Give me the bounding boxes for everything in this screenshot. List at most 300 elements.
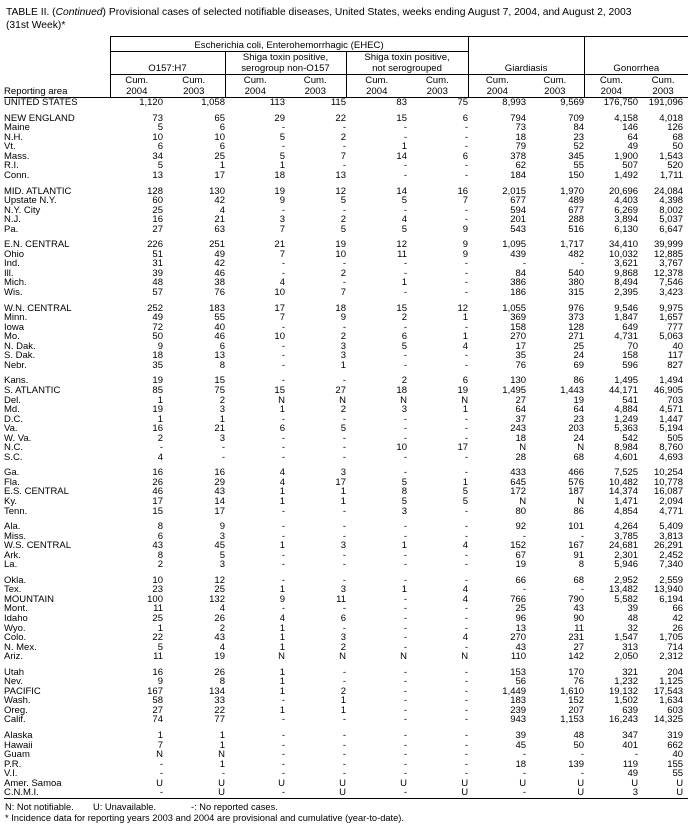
row-value: 6 [157,530,163,542]
row-value: 7 [340,287,346,299]
row-value: - [342,521,346,533]
row-value: 12 [335,185,346,197]
table-header [4,37,688,98]
row-value: 540 [568,267,585,279]
row-value: 19 [152,404,163,416]
row-area-label: PACIFIC [4,685,41,697]
row-value: 25 [573,340,585,352]
row-value: 11 [397,248,407,260]
row-value: - [403,451,407,463]
header-cum-2: Cum. [163,75,225,87]
table-row [4,405,688,415]
row-value: 1,502 [614,695,639,707]
row-value: 76 [515,359,527,371]
row-value: 8,760 [659,442,684,454]
row-value: 8,494 [614,277,639,289]
row-value: 18 [515,758,527,770]
row-value: 1 [279,704,285,716]
row-value: 17,543 [654,685,684,697]
row-area-label: Colo. [4,632,27,644]
row-value: 6 [401,331,407,343]
row-value: - [468,788,526,798]
row-value: U [519,777,527,789]
row-value: 5 [401,340,407,352]
row-value: 64 [627,131,639,143]
row-value: 92 [515,521,527,533]
row-value: 943 [510,714,527,726]
row-value: 38 [214,277,225,289]
row-value: 56 [515,676,527,688]
row-value: - [464,695,469,707]
row-value: U [400,777,407,789]
row-value: 73 [515,122,527,134]
row-value: 3 [219,432,225,444]
row-value: - [342,622,346,634]
row-value: 1,443 [560,384,585,396]
row-value: - [464,451,469,463]
row-value: 158 [510,321,527,333]
header-year-9: 2004 [584,86,638,98]
row-value: 14 [396,150,407,162]
title-suffix: ) Provisional cases of selected notifiable diseases, United States, weeks ending August 7, 2004, and August 2, 2003 [102,7,632,18]
row-value: - [281,768,285,780]
row-value: 4,403 [614,195,639,207]
row-value: - [403,432,407,444]
row-value: 101 [568,521,585,533]
row-value: 84 [515,267,527,279]
row-value: 1,705 [659,632,684,644]
table-row [4,187,688,197]
row-value: 10,778 [654,476,684,488]
row-value: - [281,758,285,770]
table-row [4,240,688,250]
row-value: 1 [279,486,285,498]
row-area-label: Ill. [4,267,14,279]
row-value: 1 [279,495,285,507]
row-value: 16 [152,423,163,435]
row-value: 25 [152,612,163,624]
row-value: - [342,749,346,761]
header-cum-7: Cum. [485,75,509,87]
row-value: N [339,651,346,663]
row-value: U [526,788,584,798]
row-value: 18 [515,432,527,444]
row-value: 204 [667,666,684,678]
table-row [4,468,688,478]
row-value: 1 [279,632,285,644]
row-value: - [281,714,285,726]
row-value: 380 [568,277,585,289]
row-value: 25 [214,150,225,162]
row-value: N [461,394,469,406]
row-value: - [403,714,407,726]
row-value: 5 [157,122,163,134]
row-value: 128 [568,321,585,333]
row-area-label: N.Y. City [4,204,41,216]
row-value: 13 [335,170,346,182]
row-value: 172 [510,486,527,498]
table-row [4,443,688,453]
row-area-label: Oreg. [4,704,28,716]
row-value: N [156,749,163,761]
row-value: 516 [568,223,585,235]
row-value: 67 [515,549,527,561]
row-value: 3 [219,559,225,571]
row-value: - [403,749,407,761]
row-value: U [407,788,468,798]
row-value: - [342,676,346,688]
row-value: - [403,676,407,688]
row-value: 18 [274,170,285,182]
row-area-label: Idaho [4,612,28,624]
row-value: 4,731 [614,331,639,343]
row-value: 17 [214,505,225,517]
row-value: 3,785 [614,530,639,542]
row-value: 45 [214,540,225,552]
row-value: 5 [340,423,346,435]
row-value: 28 [515,451,527,463]
row-value: U [631,777,639,789]
row-value: 677 [510,195,527,207]
row-value: - [281,432,285,444]
row-value: 4,398 [659,195,684,207]
row-value: 110 [510,651,527,663]
header-corner-blank [4,37,110,52]
row-area-label: Ala. [4,521,21,533]
table-row [4,415,688,425]
row-value: 19 [573,394,585,406]
row-value: 5 [401,223,407,235]
row-value: 315 [568,287,585,299]
row-value: - [464,704,469,716]
row-value: - [464,170,469,182]
row-area-label: Nev. [4,676,23,688]
row-value: 13 [515,622,527,634]
header-cum-5: Cum. [365,75,389,87]
row-value: 2,559 [659,574,684,586]
table-row [4,497,688,507]
row-value: 7 [279,248,285,260]
row-area-label: Hawaii [4,739,33,751]
table-row [4,560,688,570]
row-value: - [580,584,585,596]
header-cum-9: Cum. [599,75,623,87]
table-row [4,152,688,162]
title-line-2: (31st Week)* [6,19,66,31]
row-value: 466 [568,467,585,479]
row-value: 32 [627,622,639,634]
row-value: 17 [214,170,225,182]
table-row [4,706,688,716]
row-value: - [342,730,346,741]
row-value: 13,482 [609,584,639,596]
header-blank-4 [4,75,110,87]
row-value: 33 [214,695,225,707]
row-value: 270 [510,331,527,343]
row-value: 186 [510,287,527,299]
row-value: - [464,277,469,289]
row-value: 1 [279,685,285,697]
row-value: 369 [510,312,527,324]
row-area-label: Nebr. [4,359,27,371]
table-row [4,696,688,706]
row-value: 58 [152,695,163,707]
row-value: 142 [568,651,585,663]
row-area-label: E.S. CENTRAL [4,486,69,498]
table-row [4,250,688,260]
row-value: 26 [152,476,163,488]
row-value: 134 [209,685,225,697]
row-value: 4 [219,204,225,216]
row-area-label: Minn. [4,312,28,324]
row-value: 43 [214,632,225,644]
row-value: N [461,651,469,663]
row-value: - [403,170,407,182]
row-area-label: Maine [4,122,30,134]
row-value: 15 [214,375,225,387]
row-value: 68 [573,574,585,586]
row-value: 25 [214,584,225,596]
header-blank-3 [4,63,110,75]
row-value: 7 [157,739,163,751]
row-value: 43 [573,603,585,615]
row-value: 1,547 [614,632,639,644]
row-value: - [342,505,346,517]
row-area-label: S. ATLANTIC [4,384,61,396]
row-value: - [281,141,285,153]
row-value: 18 [396,384,407,396]
header-shiga-non-o157-line1: Shiga toxin positive, [225,52,346,64]
row-value: 507 [622,160,639,172]
table-row [4,351,688,361]
row-area-label: Vt. [4,141,16,153]
row-value: 13 [152,170,163,182]
row-value: 49 [627,141,639,153]
row-value: 709 [568,112,585,124]
row-value: N [400,651,407,663]
header-giardiasis: Giardiasis [468,63,584,75]
row-value: 10 [396,442,407,454]
row-value: 5 [157,160,163,172]
row-value: 1,610 [560,685,585,697]
row-value: 19 [457,384,469,396]
table-row [4,434,688,444]
row-value: 3 [584,788,638,798]
table-row [4,769,688,779]
row-value: 60 [152,195,163,207]
row-value: 2 [157,432,163,444]
row-value: 8 [157,521,163,533]
row-value: 8 [219,359,225,371]
row-value: 15 [152,505,163,517]
row-value: - [281,375,285,387]
row-value: - [403,704,407,716]
row-value: - [403,467,407,479]
header-o157: O157:H7 [110,63,225,75]
row-value: 1 [340,495,346,507]
row-value: 4,771 [659,505,684,517]
table-row [4,114,688,124]
row-value: 24 [573,350,585,362]
row-value: 1 [401,277,407,289]
row-area-label: Del. [4,394,21,406]
row-value: - [342,413,346,425]
row-value: 15 [274,384,285,396]
row-area-label: Conn. [4,170,30,182]
row-value: 115 [285,98,346,108]
header-cum-6: Cum. [407,75,468,87]
row-value: 10 [335,248,346,260]
row-value: - [464,730,469,741]
row-area-label: Ariz. [4,651,23,663]
row-value: - [464,160,469,172]
row-area-label: Pa. [4,223,19,235]
row-value: 19 [335,239,346,251]
row-value: 976 [568,302,585,314]
row-value: N [278,394,285,406]
row-value: - [342,530,346,542]
header-ecoli-group [110,37,468,52]
row-value: 146 [622,122,639,134]
row-value: 2 [219,622,225,634]
row-value: 24,084 [654,185,684,197]
row-area-label: NEW ENGLAND [4,112,75,124]
row-value: - [464,739,469,751]
header-ecoli-rest: , Enterohemorrhagic (EHEC) [261,40,384,52]
row-value: 1 [279,622,285,634]
row-value: 1,492 [614,170,639,182]
row-value: 8,984 [614,442,639,454]
row-value: U [638,788,688,798]
row-value: 34,410 [609,239,639,251]
row-area-label: UNITED STATES [4,98,110,108]
row-value: 1 [219,730,225,741]
row-value: 1 [157,622,163,634]
header-year-10: 2003 [638,86,688,98]
row-value: 16 [214,467,225,479]
row-value: 2 [340,641,346,653]
row-value: 66 [515,574,527,586]
row-value: 16 [457,185,469,197]
row-value: 1 [340,704,346,716]
row-value: 34 [152,150,163,162]
header-year-5: 2004 [346,86,407,98]
row-value: N [519,442,527,454]
row-value: 231 [568,632,585,644]
row-value: - [281,574,285,586]
table-row [4,206,688,216]
row-value: - [342,277,346,289]
row-value: 347 [622,730,639,741]
row-value: 239 [510,704,527,716]
row-value: 26 [672,622,684,634]
row-value: 7,525 [614,467,639,479]
row-value: 1,634 [659,695,684,707]
row-value: - [281,559,285,571]
row-value: 1 [340,695,346,707]
row-value: 252 [147,302,163,314]
row-area-label: V.I. [4,768,18,780]
row-value: 63 [214,223,225,235]
row-value: 596 [622,359,639,371]
row-value: 2 [340,404,346,416]
row-value: - [464,549,469,561]
row-area-label: W.N. CENTRAL [4,302,72,314]
row-value: 603 [667,704,684,716]
table-row [4,760,688,770]
row-value: - [281,359,285,371]
row-value: 3,894 [614,214,639,226]
row-value: - [464,685,469,697]
row-area-label: Kans. [4,375,29,387]
row-area-label: Iowa [4,321,25,333]
row-value: 2 [340,214,346,226]
row-value: 10 [152,574,163,586]
row-value: 677 [568,204,585,216]
row-value: 3 [340,540,346,552]
row-value: 90 [573,612,585,624]
row-value: 790 [568,593,585,605]
table-row [4,507,688,517]
row-value: 16 [152,666,163,678]
row-value: 50 [672,141,684,153]
row-value: - [342,432,346,444]
row-value: 2 [340,131,346,143]
row-value: - [464,131,469,143]
row-value: 51 [152,248,163,260]
row-value: 167 [147,685,163,697]
footnote-incidence-note: * Incidence data for reporting years 2003 and 2004 are provisional and cumulative (year-to-date). [5,813,404,824]
row-value: 1 [401,584,407,596]
row-value: 5,194 [659,423,684,435]
table-row [4,522,688,532]
row-value: 714 [667,641,684,653]
table-row [4,614,688,624]
row-value: - [464,505,469,517]
row-value: 62 [515,160,527,172]
row-value: 1 [340,486,346,498]
row-value: 18 [335,302,346,314]
row-value: 22 [152,632,163,644]
row-value: 1 [219,758,225,770]
row-value: - [403,559,407,571]
row-value: 6 [219,340,225,352]
row-value: 130 [510,375,527,387]
row-area-label: Tenn. [4,505,28,517]
row-value: 1 [340,359,346,371]
row-value: 1 [401,540,407,552]
row-value: - [159,758,163,770]
row-value: - [403,521,407,533]
table-row [4,478,688,488]
header-shiga-notsero-line1: Shiga toxin positive, [346,52,468,64]
row-value: 10,254 [654,467,684,479]
row-value: - [281,340,285,352]
row-value: 183 [510,695,527,707]
row-value: - [464,432,469,444]
row-value: 16 [152,467,163,479]
table-row [4,453,688,463]
row-value: 18 [152,350,163,362]
row-area-label: Mass. [4,150,30,162]
row-value: 86 [573,505,585,517]
notifiable-diseases-table [4,36,688,799]
row-value: - [225,788,285,798]
row-value: - [221,768,225,780]
row-area-label: D.C. [4,413,23,425]
row-value: 2,312 [659,651,684,663]
row-value: 6,647 [659,223,684,235]
